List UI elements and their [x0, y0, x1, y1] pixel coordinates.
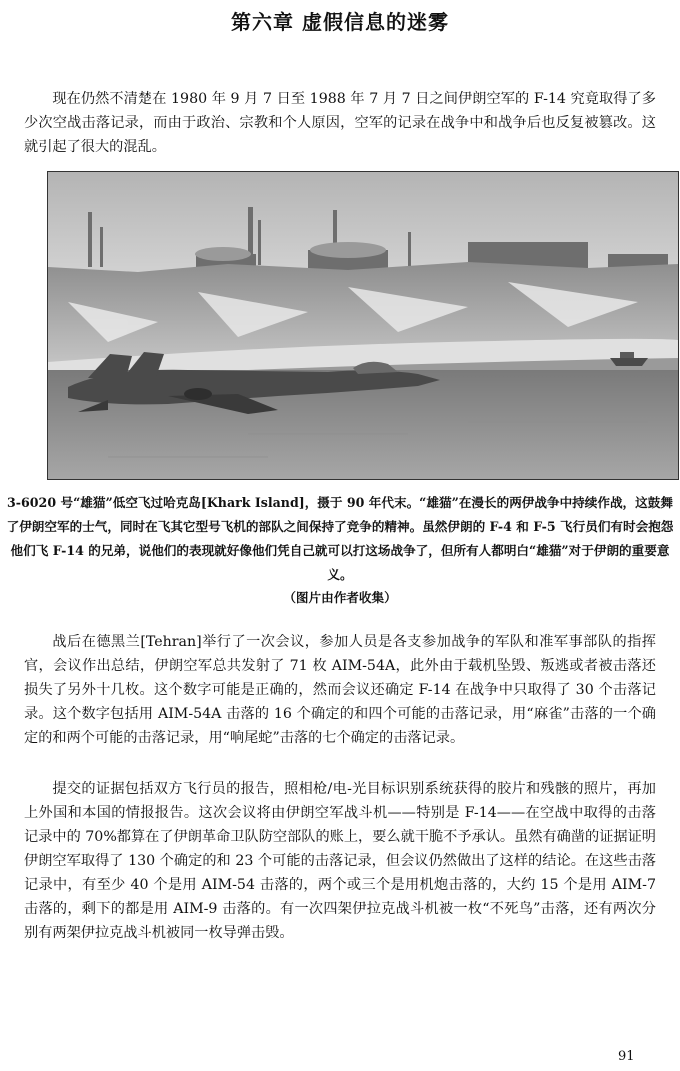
body-paragraph-conference: 战后在德黑兰[Tehran]举行了一次会议，参加人员是各支参加战争的军队和准军事部队的指挥官，会议作出总结，伊朗空军总共发射了 71 枚 AIM-54A，此外由于载机坠毁、叛逃或者被击落还损失了另外十几枚。这个数字可能是正确的，然而会议还确定 F-14 在战争中只取得了 30 个击落记录。这个数字包括用 AIM-54A 击落的 16 个确定的和四个可能的击落记录，用“麻雀”击落的一个确定的和两个可能的击落记录，用“响尾蛇”击落的七个确定的击落记录。 [24, 634, 656, 746]
f14-photo [47, 171, 679, 480]
intro-paragraph: 现在仍然不清楚在 1980 年 9 月 7 日至 1988 年 7 月 7 日之间伊朗空军的 F-14 究竟取得了多少次空战击落记录，而由于政治、宗教和个人原因，空军的记录在战争中和战争后也反复被篡改。这就引起了很大的混乱。 [24, 91, 656, 155]
page-number: 91 [618, 1049, 635, 1064]
figure-caption: 3-6020 号“雄猫”低空飞过哈克岛[Khark Island]，摄于 90 年代末。“雄猫”在漫长的两伊战争中持续作战，这鼓舞了伊朗空军的士气，同时在飞其它型号飞机的部队之间保持了竞争的精神。虽然伊朗的 F-4 和 F-5 飞行员们有时会抱怨他们飞 F-14 的兄弟，说他们的表现就好像他们凭自己就可以打这场战争了，但所有人都明白“雄猫”对于伊朗的重要意义。 [6, 495, 674, 582]
chapter-title: 第六章 虚假信息的迷雾 [231, 10, 449, 34]
body-paragraph-evidence: 提交的证据包括双方飞行员的报告，照相枪/电-光目标识别系统获得的胶片和残骸的照片，再加上外国和本国的情报报告。这次会议将由伊朗空军战斗机——特别是 F-14——在空战中取得的击落记录中的 70%都算在了伊朗革命卫队防空部队的账上，要么就干脆不予承认。虽然有确凿的证据证明伊朗空军取得了 130 个确定的和 23 个可能的击落记录，但会议仍然做出了这样的结论。在这些击落记录中，有至少 40 个是用 AIM-54 击落的，两个或三个是用机炮击落的，大约 15 个是用 AIM-7 击落的，剩下的都是用 AIM-9 击落的。有一次四架伊拉克战斗机被一枚“不死鸟”击落，还有两次分别有两架伊拉克战斗机被同一枚导弹击毁。 [24, 781, 656, 941]
figure-credit: （图片由作者收集） [283, 590, 397, 605]
